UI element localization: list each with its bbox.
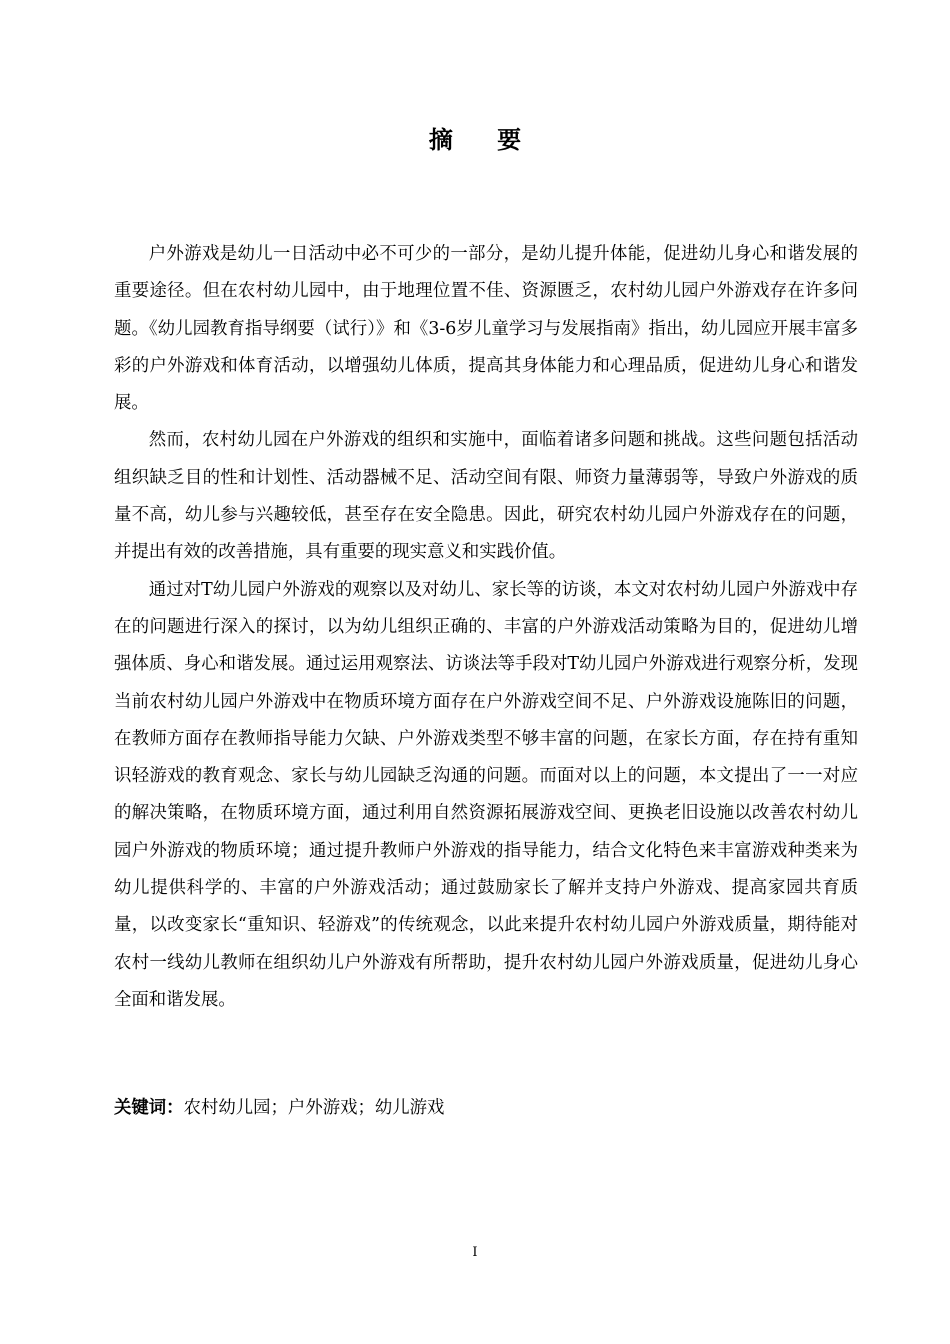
keywords-line [114,1090,858,1127]
page-number: I [472,1245,478,1260]
abstract-title: 摘 要 [428,126,540,154]
abstract-body [114,236,858,1019]
keywords-list: 农村幼儿园；户外游戏；幼儿游戏 [183,1098,445,1118]
keywords-label: 关键词： [114,1098,184,1118]
abstract-paragraph-2: 然而，农村幼儿园在户外游戏的组织和实施中，面临着诸多问题和挑战。这些问题包括活动组织缺乏目的性和计划性、活动器械不足、活动空间有限、师资力量薄弱等，导致户外游戏的质量不高，幼儿参与兴趣较低，甚至存在安全隐患。因此，研究农村幼儿园户外游戏存在的问题，并提出有效的改善措施，具有重要的现实意义和实践价值。 [114,430,858,563]
abstract-paragraph-1: 户外游戏是幼儿一日活动中必不可少的一部分，是幼儿提升体能，促进幼儿身心和谐发展的重要途径。但在农村幼儿园中，由于地理位置不佳、资源匮乏，农村幼儿园户外游戏存在许多问题。《幼儿园教育指导纲要（试行）》和《3-6岁儿童学习与发展指南》指出，幼儿园应开展丰富多彩的户外游戏和体育活动，以增强幼儿体质，提高其身体能力和心理品质，促进幼儿身心和谐发展。 [114,244,858,414]
abstract-paragraph-3: 通过对T幼儿园户外游戏的观察以及对幼儿、家长等的访谈，本文对农村幼儿园户外游戏中存在的问题进行深入的探讨，以为幼儿组织正确的、丰富的户外游戏活动策略为目的，促进幼儿增强体质、身心和谐发展。通过运用观察法、访谈法等手段对T幼儿园户外游戏进行观察分析，发现当前农村幼儿园户外游戏中在物质环境方面存在户外游戏空间不足、户外游戏设施陈旧的问题，在教师方面存在教师指导能力欠缺、户外游戏类型不够丰富的问题，在家长方面，存在持有重知识轻游戏的教育观念、家长与幼儿园缺乏沟通的问题。而面对以上的问题，本文提出了一一对应的解决策略，在物质环境方面，通过利用自然资源拓展游戏空间、更换老旧设施以改善农村幼儿园户外游戏的物质环境；通过提升教师户外游戏的指导能力，结合文化特色来丰富游戏种类来为幼儿提供科学的、丰富的户外游戏活动；通过鼓励家长了解并支持户外游戏、提高家园共育质量，以改变家长“重知识、轻游戏”的传统观念，以此来提升农村幼儿园户外游戏质量，期待能对农村一线幼儿教师在组织幼儿户外游戏有所帮助，提升农村幼儿园户外游戏质量，促进幼儿身心全面和谐发展。 [114,579,858,1010]
